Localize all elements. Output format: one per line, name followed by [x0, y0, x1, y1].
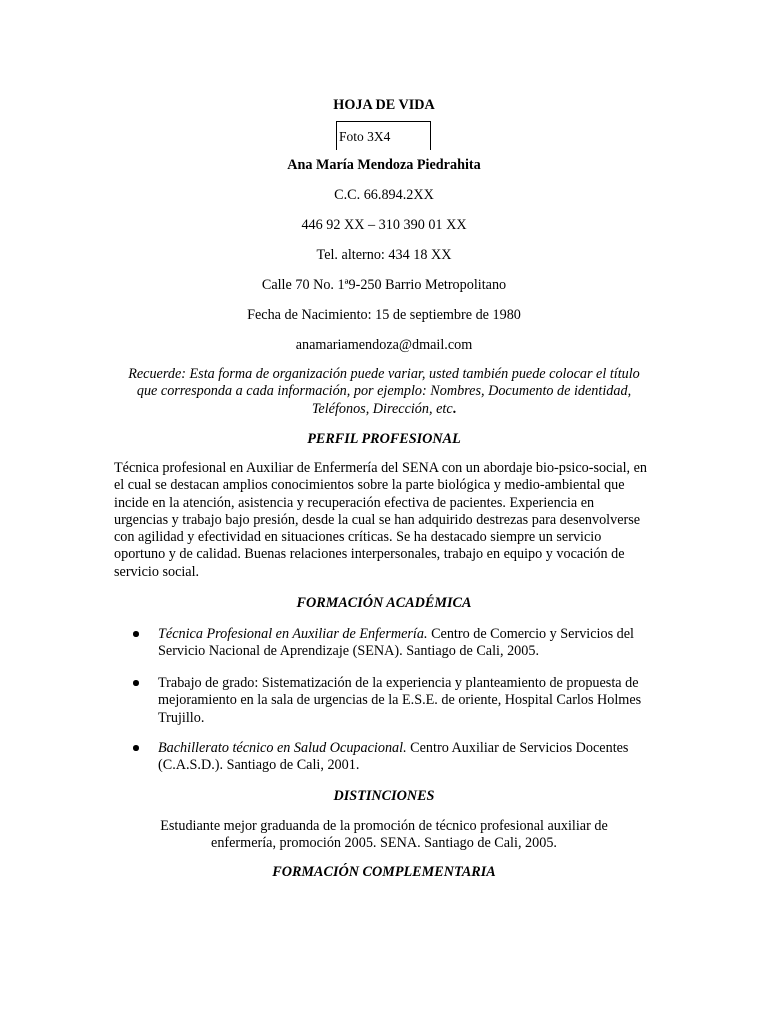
distinctions-heading: DISTINCIONES — [333, 788, 435, 804]
bullet-icon — [132, 744, 140, 752]
reminder-text: Recuerde: Esta forma de organización puede variar, usted también puede colocar el título que corresponda a cada información, por ejemplo: Nombres, Documento de identidad, Teléfonos, Dirección, etc — [128, 366, 640, 417]
education-item-text: Centro Auxiliar de Servicios Docentes (C.A.S.D.). Santiago de Cali, 2001. — [158, 740, 629, 774]
document-title: HOJA DE VIDA — [333, 97, 435, 113]
education-item-text: Trabajo de grado: Sistematización de la experiencia y planteamiento de propuesta de mejoramiento en la sala de urgencias de la E.S.E. de oriente, Hospital Carlos Holmes Trujillo. — [158, 675, 642, 726]
person-name: Ana María Mendoza Piedrahita — [287, 157, 481, 173]
email: anamariamendoza@dmail.com — [295, 337, 473, 353]
profile-heading: PERFIL PROFESIONAL — [307, 431, 461, 447]
photo-placeholder-box — [336, 121, 431, 150]
education-item — [158, 740, 658, 775]
id-number: C.C. 66.894.2XX — [334, 187, 434, 203]
address: Calle 70 No. 1ª9-250 Barrio Metropolitano — [261, 277, 507, 293]
education-item-title: Bachillerato técnico en Salud Ocupacional. — [158, 740, 407, 756]
reminder-period: . — [452, 400, 457, 417]
education-heading: FORMACIÓN ACADÉMICA — [296, 595, 472, 611]
photo-label: Foto 3X4 — [339, 129, 391, 144]
birth-date: Fecha de Nacimiento: 15 de septiembre de 1980 — [247, 307, 521, 323]
profile-paragraph: Técnica profesional en Auxiliar de Enfermería del SENA con un abordaje bio-psico-social, en el cual se destacan amplios conocimientos sobre la parte biológica y medio-ambiental que incide en la atención, asistencia y recuperación efectiva de pacientes. Experiencia en urgencias y trabajo bajo presión, desde la cual se han adquirido destrezas para desenvolverse con agilidad y efectividad en situaciones críticas. Se ha destacado siempre un servicio oportuno y de calidad. Buenas relaciones interpersonales, trabajo en equipo y vocación de servicio social. — [114, 460, 648, 580]
complementary-heading: FORMACIÓN COMPLEMENTARIA — [272, 864, 496, 880]
alternate-phone: Tel. alterno: 434 18 XX — [316, 247, 452, 263]
education-item — [158, 675, 658, 727]
reminder-note — [120, 366, 648, 418]
bullet-icon — [132, 679, 140, 687]
education-item-title: Técnica Profesional en Auxiliar de Enfermería. — [158, 626, 428, 642]
phone-numbers: 446 92 XX – 310 390 01 XX — [301, 217, 467, 233]
education-item-text: Centro de Comercio y Servicios del Servicio Nacional de Aprendizaje (SENA). Santiago de Cali, 2005. — [158, 626, 634, 660]
bullet-icon — [132, 630, 140, 638]
distinctions-text: Estudiante mejor graduanda de la promoción de técnico profesional auxiliar de enfermería, promoción 2005. SENA. Santiago de Cali, 2005. — [160, 818, 608, 852]
education-item — [158, 626, 658, 661]
